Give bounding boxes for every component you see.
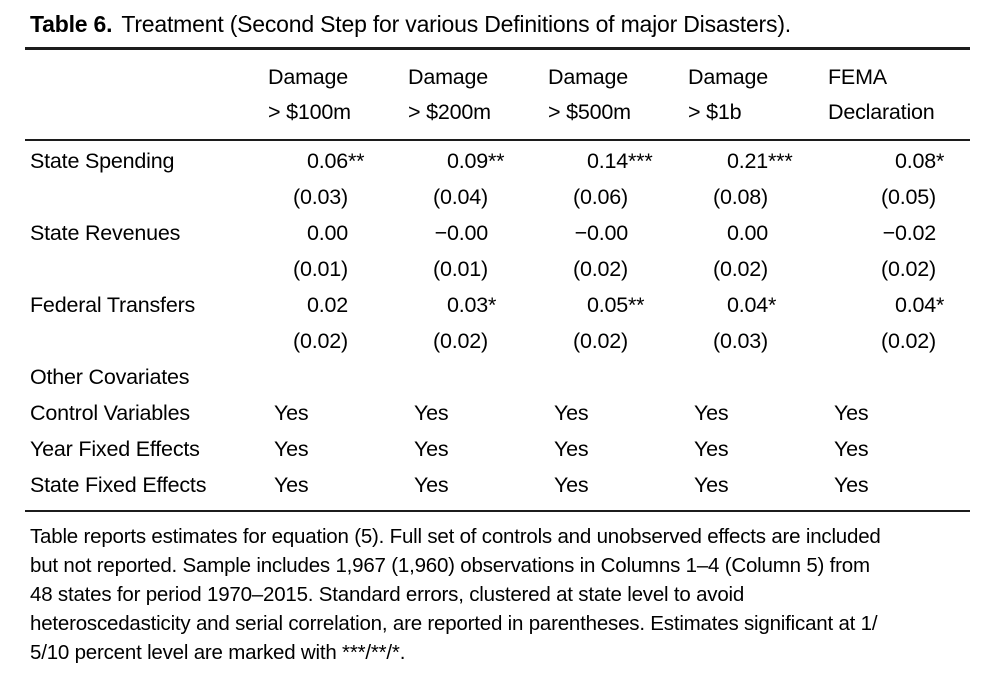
column-header	[408, 60, 548, 130]
table-row	[30, 395, 970, 431]
table-footnote	[30, 522, 985, 667]
standard-error-cell: (0.02)	[713, 256, 768, 281]
estimate-value: 0.00	[306, 220, 348, 245]
row-label-column-header	[30, 60, 268, 130]
estimate-value: 0.09	[446, 148, 488, 173]
estimate-cell: 0.06**	[306, 148, 365, 173]
yes-cell: Yes	[414, 436, 449, 461]
yes-cell: Yes	[834, 436, 869, 461]
standard-error-cell: (0.02)	[881, 256, 936, 281]
column-header-line2: > $100m	[268, 99, 351, 124]
column-header-line1: Damage	[268, 64, 349, 89]
yes-cell: Yes	[834, 400, 869, 425]
estimate-value: 0.06	[306, 148, 348, 173]
standard-error-cell: (0.05)	[881, 184, 936, 209]
yes-cell: Yes	[414, 472, 449, 497]
standard-error-cell: (0.08)	[713, 184, 768, 209]
estimate-value: −0.00	[574, 220, 628, 245]
empty-cell	[688, 359, 828, 395]
standard-error-cell: (0.02)	[293, 328, 348, 353]
table-row	[30, 143, 970, 179]
estimate-value: 0.00	[726, 220, 768, 245]
table-header-row	[30, 50, 970, 130]
column-header	[268, 60, 408, 130]
standard-error-cell: (0.02)	[573, 328, 628, 353]
standard-error-cell: (0.03)	[713, 328, 768, 353]
table-row	[30, 359, 970, 395]
estimate-cell	[828, 215, 970, 251]
estimate-value: 0.14	[586, 148, 628, 173]
yes-cell: Yes	[554, 400, 589, 425]
row-label: Federal Transfers	[30, 292, 196, 317]
column-header-line1: Damage	[548, 64, 629, 89]
row-label: State Revenues	[30, 220, 181, 245]
row-label: State Fixed Effects	[30, 472, 207, 497]
table-caption: Treatment (Second Step for various Definitions of major Disasters).	[121, 11, 791, 37]
empty-cell	[408, 359, 548, 395]
row-label	[30, 323, 268, 359]
estimate-value: 0.04	[726, 292, 768, 317]
yes-cell: Yes	[694, 400, 729, 425]
column-header-line2: > $1b	[688, 99, 742, 124]
standard-error-cell: (0.04)	[433, 184, 488, 209]
column-header-line1: Damage	[688, 64, 769, 89]
estimate-cell: 0.04*	[894, 292, 945, 317]
column-header	[828, 60, 970, 130]
footnote-line: 5/10 percent level are marked with ***/**/*.	[30, 640, 406, 664]
estimate-value: 0.05	[586, 292, 628, 317]
yes-cell: Yes	[834, 472, 869, 497]
estimate-cell: 0.05**	[586, 292, 645, 317]
column-header-line2: Declaration	[828, 99, 935, 124]
estimate-value: 0.02	[306, 292, 348, 317]
empty-cell	[548, 359, 688, 395]
standard-error-cell: (0.02)	[881, 328, 936, 353]
estimate-cell	[268, 287, 408, 323]
empty-cell	[268, 359, 408, 395]
estimate-value: 0.04	[894, 292, 936, 317]
standard-error-cell: (0.01)	[433, 256, 488, 281]
standard-error-cell: (0.03)	[293, 184, 348, 209]
empty-cell	[828, 359, 970, 395]
estimate-value: 0.03	[446, 292, 488, 317]
row-label	[30, 251, 268, 287]
table-row	[30, 431, 970, 467]
column-header	[548, 60, 688, 130]
estimate-cell: 0.09**	[446, 148, 505, 173]
estimate-cell	[268, 215, 408, 251]
estimate-value: −0.02	[882, 220, 936, 245]
yes-cell: Yes	[694, 436, 729, 461]
estimate-cell	[688, 215, 828, 251]
yes-cell: Yes	[274, 400, 309, 425]
estimate-cell: 0.03*	[446, 292, 497, 317]
footnote-line: heteroscedasticity and serial correlation, are reported in parentheses. Estimates significant at 1/	[30, 611, 878, 635]
column-header-line2: > $500m	[548, 99, 631, 124]
estimate-cell	[548, 215, 688, 251]
column-header-line2: > $200m	[408, 99, 491, 124]
standard-error-cell: (0.02)	[573, 256, 628, 281]
column-header	[688, 60, 828, 130]
estimate-cell	[408, 215, 548, 251]
estimate-value: 0.08	[894, 148, 936, 173]
standard-error-cell: (0.02)	[433, 328, 488, 353]
estimate-cell: 0.08*	[894, 148, 945, 173]
estimate-cell: 0.04*	[726, 292, 777, 317]
estimate-value: 0.21	[726, 148, 768, 173]
yes-cell: Yes	[554, 436, 589, 461]
footnote-line: Table reports estimates for equation (5). Full set of controls and unobserved effects are included	[30, 524, 881, 548]
column-header-line1: Damage	[408, 64, 489, 89]
table-number: Table 6.	[30, 11, 113, 37]
row-label: State Spending	[30, 148, 175, 173]
yes-cell: Yes	[414, 400, 449, 425]
row-label: Control Variables	[30, 400, 190, 425]
section-label: Other Covariates	[30, 364, 190, 389]
table-title	[0, 0, 1000, 37]
yes-cell: Yes	[274, 472, 309, 497]
row-label: Year Fixed Effects	[30, 436, 200, 461]
estimate-value: −0.00	[434, 220, 488, 245]
footnote-line: but not reported. Sample includes 1,967 (1,960) observations in Columns 1–4 (Column 5) from	[30, 553, 870, 577]
table-row	[30, 467, 970, 503]
yes-cell: Yes	[554, 472, 589, 497]
yes-cell: Yes	[274, 436, 309, 461]
yes-cell: Yes	[694, 472, 729, 497]
table-body	[0, 141, 1000, 503]
table-row	[30, 323, 970, 359]
row-label	[30, 179, 268, 215]
footnote-line: 48 states for period 1970–2015. Standard errors, clustered at state level to avoid	[30, 582, 745, 606]
estimate-cell: 0.14***	[586, 148, 653, 173]
standard-error-cell: (0.01)	[293, 256, 348, 281]
table-row	[30, 251, 970, 287]
estimate-cell: 0.21***	[726, 148, 793, 173]
table-row	[30, 179, 970, 215]
standard-error-cell: (0.06)	[573, 184, 628, 209]
table-row	[30, 287, 970, 323]
table-row	[30, 215, 970, 251]
bottom-rule	[25, 510, 970, 512]
column-header-line1: FEMA	[828, 64, 887, 89]
